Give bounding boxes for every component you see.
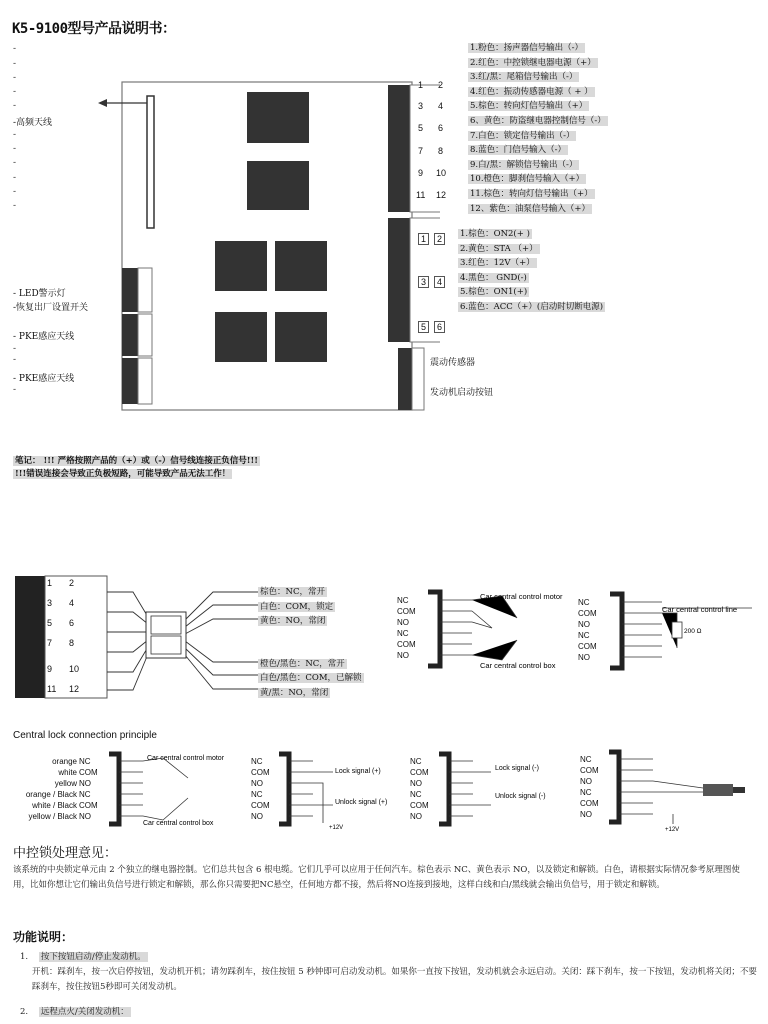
svg-text:7: 7 (47, 638, 53, 648)
dash-marker: - (13, 44, 17, 54)
svg-text:9: 9 (47, 664, 53, 674)
dash-marker: - (13, 385, 17, 395)
connector-a-pin: 4 (438, 101, 444, 111)
svg-text:2: 2 (69, 578, 75, 588)
relay-connector-diagram (13, 572, 263, 702)
pin-label: NO (397, 651, 409, 660)
svg-text:NO: NO (580, 777, 592, 786)
function-heading: 远程点火/关闭发动机： (40, 1007, 129, 1017)
pin-label: NC (578, 598, 590, 607)
svg-text:6: 6 (69, 618, 75, 628)
wire-item: 2.黄色：STA （+） (460, 243, 538, 254)
svg-text:COM: COM (79, 768, 98, 777)
svg-text:8: 8 (69, 638, 75, 648)
connector-b-pin: 2 (434, 233, 445, 245)
connector-a-pin: 9 (418, 168, 424, 178)
central-lock-diagram-bottom (13, 748, 765, 833)
connector-a-pin: 3 (418, 101, 424, 111)
connector-a-pin: 5 (418, 123, 424, 133)
relay-wire-labels (258, 585, 364, 700)
dash-marker: - (13, 201, 17, 211)
pke-antenna-label: - PKE感应天线 (13, 374, 75, 384)
pke-antenna-label: - PKE感应天线 (13, 332, 75, 342)
pin-label: NC (578, 631, 590, 640)
wire-item: 10.橙色：脚刹信号输入（+） (470, 174, 585, 185)
svg-text:5: 5 (47, 618, 53, 628)
svg-text:NO: NO (410, 779, 422, 788)
wire-name: orange / Black (25, 790, 77, 799)
reset-switch-label: -恢复出厂设置开关 (13, 303, 89, 313)
function-number: 2. (20, 1007, 29, 1017)
svg-text:4: 4 (69, 598, 75, 608)
function-body: 开机：踩刹车，按一次启停按钮，发动机开机；请勿踩刹车，按住按钮 5 秒钟即可启动发动机。如果你一直按下按钮，发动机就会永远启动。关闭：踩下刹车，按一下按钮，发动机将关闭；不要踩刹车，按住按钮5秒即可关闭发动机。 (32, 967, 757, 992)
connector-b-pin: 5 (418, 321, 429, 333)
connector-a-pin: 11 (416, 190, 426, 200)
connector-b-pin: 3 (418, 276, 429, 288)
box-label: Car central control box (143, 820, 214, 827)
connector-a-pin: 2 (438, 80, 444, 90)
svg-text:COM: COM (410, 768, 429, 777)
svg-text:NC: NC (580, 788, 592, 797)
lock-signal-label: Lock signal (-) (495, 765, 539, 772)
pin-label: COM (578, 609, 597, 618)
section-title: Central lock connection principle (13, 730, 157, 741)
note-line: 笔记： !!! 严格按照产品的（+）或（-）信号线连接正负信号!!! (15, 456, 258, 466)
svg-text:NC: NC (410, 790, 422, 799)
svg-text:COM: COM (79, 801, 98, 810)
relay-wire-item: 黄/黑：NO，常闭 (260, 687, 329, 698)
svg-text:NC: NC (79, 790, 91, 799)
page-title: K5-9100型号产品说明书： (12, 21, 176, 37)
pin-label: NC (397, 629, 409, 638)
connector-b-pin: 6 (434, 321, 445, 333)
svg-text:NO: NO (251, 812, 263, 821)
dash-marker: - (13, 355, 17, 365)
pin-label: NO (578, 620, 590, 629)
svg-text:12: 12 (69, 684, 80, 694)
pin-label: COM (397, 607, 416, 616)
svg-text:NO: NO (410, 812, 422, 821)
wire-item: 7.白色：锁定信号输出（-） (470, 130, 575, 141)
lock-signal-label: Lock signal (+) (335, 768, 381, 775)
function-item (20, 1005, 760, 1020)
wire-item: 4.红色：振动传感器电源（ + ） (470, 86, 593, 97)
svg-text:COM: COM (580, 766, 599, 775)
dash-marker: - (13, 144, 17, 154)
svg-text:NC: NC (410, 757, 422, 766)
svg-text:11: 11 (47, 684, 57, 694)
svg-text:1: 1 (47, 578, 53, 588)
wire-item: 6.蓝色：ACC（+）(启动时切断电源) (460, 301, 604, 312)
connector-a-wire-list (468, 41, 608, 216)
motor-label: Car central control motor (480, 592, 563, 601)
dash-marker: - (13, 344, 17, 354)
box-label: Car central control box (480, 661, 556, 670)
svg-text:NO: NO (251, 779, 263, 788)
board-diagram (95, 80, 440, 415)
connector-b-wire-list (458, 227, 605, 315)
wire-item: 8.蓝色：门信号输入（-） (470, 145, 566, 156)
motor-label: Car central control motor (147, 755, 225, 762)
central-lock-text: 该系统的中央锁定单元由 2 个独立的继电器控制。它们总共包含 6 根电缆。它们几乎可以应用于任何汽车。棕色表示 NC、黄色表示 NO，以及锁定和解锁。白色，请根据实际情况参考原理图使用，比如你想让它们输出负信号进行锁定和解锁，那么你只需要把NC悬空，任何地方都不接，然后将NO连接到接地，这样白线和白/黑线就会输出负信号，用于锁定和解锁。 (13, 865, 740, 890)
connector-a-pin: 7 (418, 146, 424, 156)
svg-text:10: 10 (69, 664, 80, 674)
start-button-label: 发动机启动按钮 (430, 388, 494, 398)
wire-item: 12、紫色：油泵信号输入（+） (470, 203, 590, 214)
svg-text:NC: NC (251, 757, 263, 766)
note-line: !!!错误连接会导致正负极短路，可能导致产品无法工作！ (15, 469, 231, 479)
wire-item: 5.棕色：ON1(+) (460, 287, 528, 298)
wire-name: yellow (54, 779, 77, 788)
relay-wire-item: 白色/黑色：COM，已解锁 (260, 673, 362, 683)
svg-text:COM: COM (251, 768, 270, 777)
svg-text:COM: COM (580, 799, 599, 808)
connector-a-pin: 10 (436, 168, 447, 178)
dash-marker: - (13, 59, 17, 69)
wire-name: white / Black (32, 801, 77, 810)
relay-wire-item: 棕色：NC，常开 (260, 587, 325, 597)
relay-wire-item: 白色：COM，锁定 (260, 601, 334, 612)
central-lock-diagram-top (392, 588, 764, 678)
dash-marker: - (13, 87, 17, 97)
antenna-label: -高频天线 (13, 118, 53, 128)
wire-item: 3.红色：12V（+） (460, 258, 535, 269)
wire-item: 5.棕色：转向灯信号输出（+） (470, 101, 588, 112)
dash-marker: - (13, 130, 17, 140)
connector-a-pin: 1 (418, 80, 424, 90)
function-item (20, 950, 760, 995)
wire-item: 9.白/黑：解锁信号输出（-） (470, 159, 578, 170)
connector-b-pin: 4 (434, 276, 445, 288)
wire-item: 11.棕色：转向灯信号输出（+） (470, 188, 593, 199)
svg-text:+12V: +12V (329, 825, 344, 831)
unlock-signal-label: Unlock signal (-) (495, 793, 546, 800)
functions-title: 功能说明： (13, 930, 74, 944)
wire-name: white (58, 768, 77, 777)
wire-item: 6、黄色：防盗继电器控制信号（-） (470, 115, 606, 126)
wire-item: 2.红色：中控锁继电器电源（+） (470, 57, 596, 68)
pin-label: NO (578, 653, 590, 662)
svg-text:NO: NO (79, 812, 91, 821)
svg-text:COM: COM (251, 801, 270, 810)
connector-b-pin: 1 (418, 233, 429, 245)
pin-label: COM (397, 640, 416, 649)
resistor-label: 200 Ω (684, 628, 702, 635)
vibration-sensor-label: 震动传感器 (430, 358, 476, 368)
svg-text:NC: NC (79, 757, 91, 766)
pin-label: COM (578, 642, 597, 651)
wire-item: 1.棕色：ON2(+ ) (460, 229, 530, 239)
svg-text:NO: NO (79, 779, 91, 788)
wire-item: 3.红/黑：尾箱信号输出（-） (470, 72, 578, 83)
wire-name: orange (52, 757, 77, 766)
dash-marker: - (13, 187, 17, 197)
function-heading: 按下按钮启动/停止发动机。 (40, 952, 146, 962)
connector-a-pin: 8 (438, 146, 444, 156)
relay-wire-item: 橙色/黑色：NC，常开 (260, 658, 345, 669)
svg-text:NC: NC (251, 790, 263, 799)
led-label: - LED警示灯 (13, 289, 66, 299)
warning-note (13, 455, 260, 481)
relay-wire-item: 黄色：NO，常闭 (260, 616, 326, 626)
connector-a-pin: 12 (436, 190, 447, 200)
function-number: 1. (20, 952, 29, 962)
line-label: Car central control line (662, 605, 738, 614)
central-lock-title: 中控锁处理意见： (13, 846, 118, 861)
wire-item: 4.黑色： GND(-) (460, 272, 527, 283)
pin-label: NO (397, 618, 409, 627)
pin-label: NC (397, 596, 409, 605)
dash-marker: - (13, 158, 17, 168)
svg-text:COM: COM (410, 801, 429, 810)
svg-text:3: 3 (47, 598, 53, 608)
dash-marker: - (13, 101, 17, 111)
svg-text:NC: NC (580, 755, 592, 764)
dash-marker: - (13, 173, 17, 183)
connector-a-pin: 6 (438, 123, 444, 133)
unlock-signal-label: Unlock signal (+) (335, 799, 388, 806)
wire-item: 1.粉色：扬声器信号输出（-） (470, 43, 583, 53)
svg-text:+12V: +12V (665, 827, 680, 833)
dash-marker: - (13, 73, 17, 83)
wire-name: yellow / Black (28, 812, 77, 821)
svg-text:NO: NO (580, 810, 592, 819)
